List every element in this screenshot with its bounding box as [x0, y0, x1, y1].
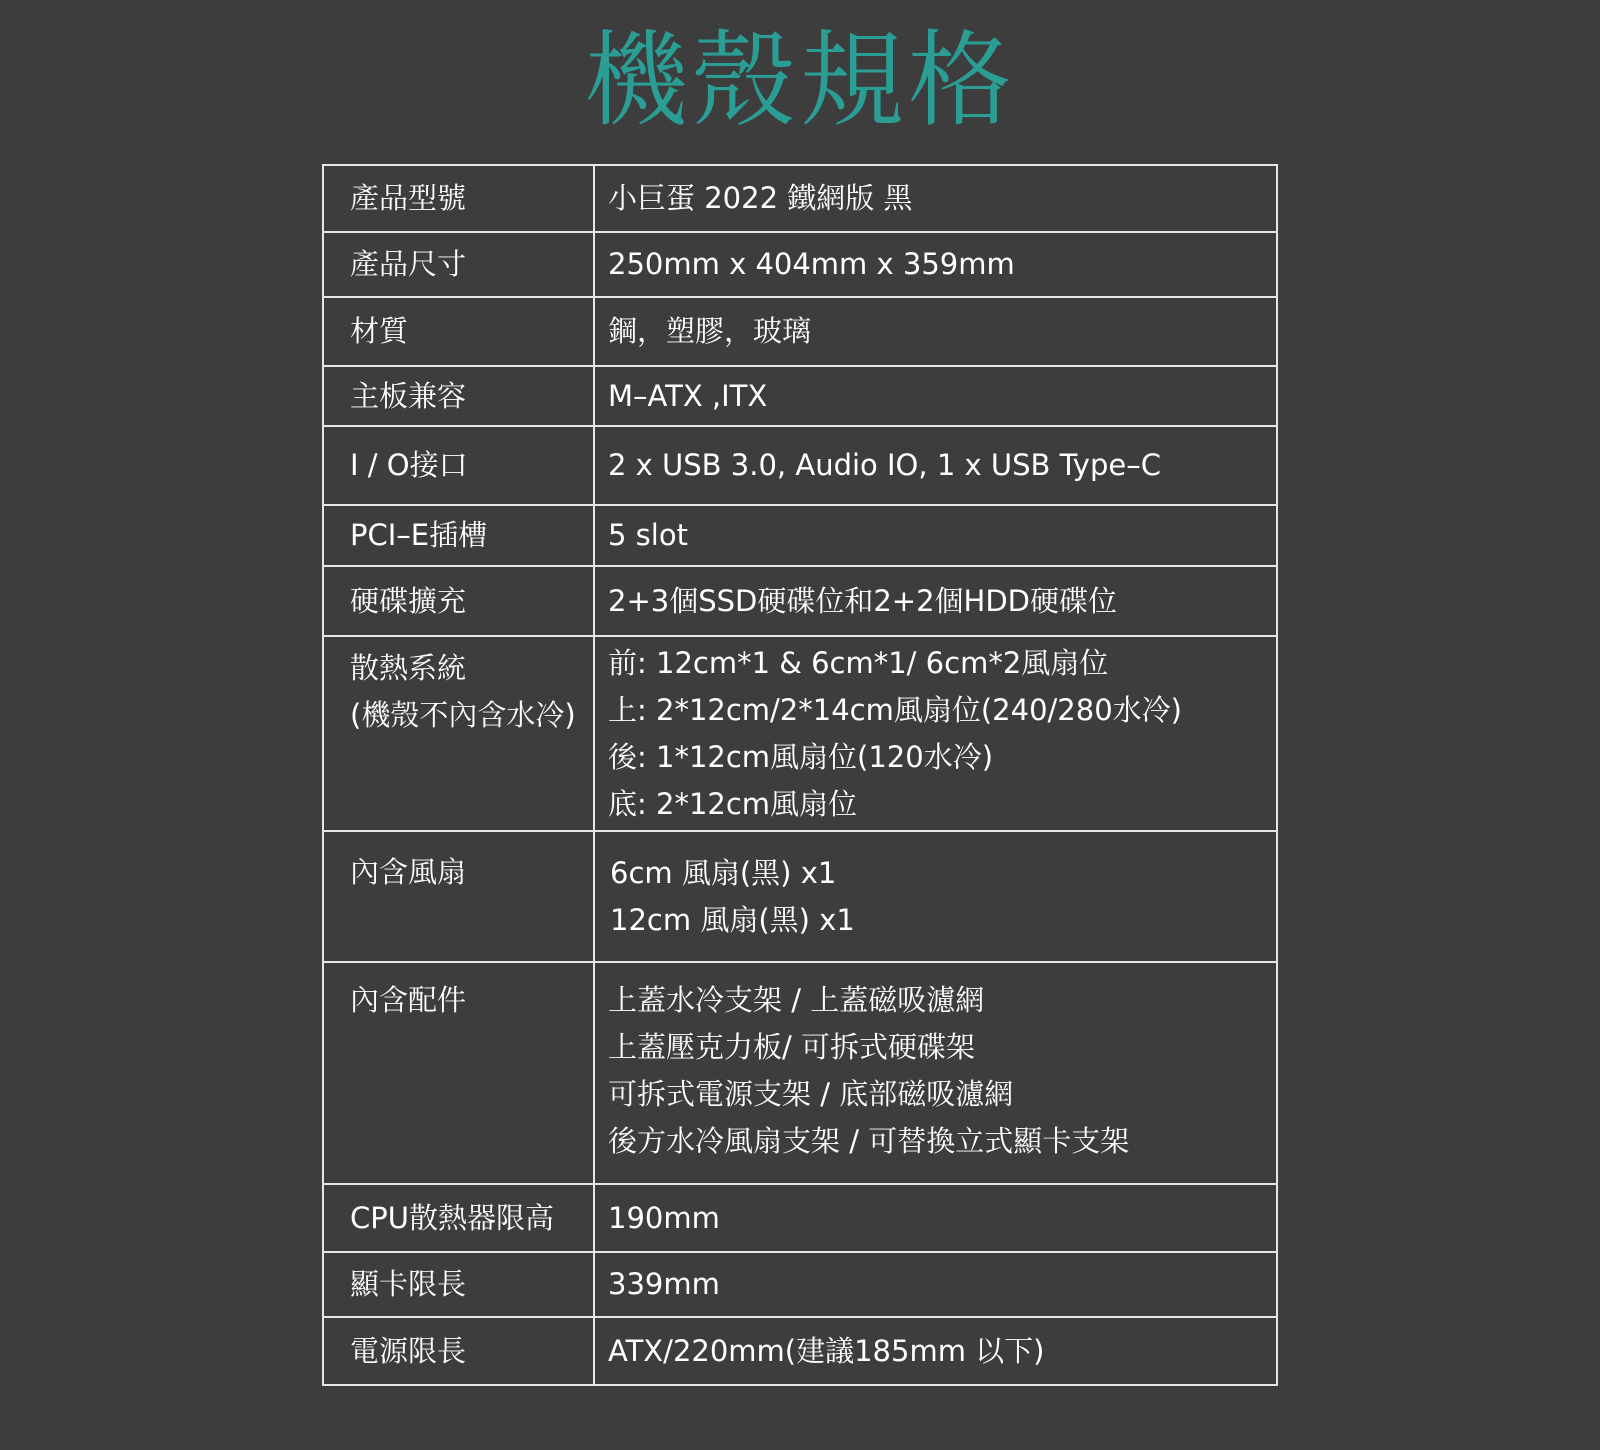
spec-label: 內含風扇 [323, 831, 594, 962]
spec-value-line: 後方水冷風扇支架 / 可替換立式顯卡支架 [608, 1124, 1130, 1158]
spec-label: 顯卡限長 [323, 1252, 594, 1317]
spec-label: 產品型號 [323, 165, 594, 232]
table-row [323, 831, 1277, 962]
page-title: 機殼規格 [583, 19, 1016, 141]
table-row [323, 566, 1277, 636]
spec-label: PCI–E插槽 [323, 505, 594, 566]
spec-label: 產品尺寸 [323, 232, 594, 297]
spec-value-line: 底: 2*12cm風扇位 [608, 786, 858, 821]
spec-value-cell [594, 962, 1277, 1184]
spec-value: M–ATX ,ITX [594, 366, 1277, 426]
spec-value-line: 12cm 風扇(黑) x1 [610, 902, 855, 937]
spec-value-line: 可拆式電源支架 / 底部磁吸濾網 [608, 1077, 1014, 1111]
spec-label: 散熱系統 [350, 651, 467, 685]
spec-table [322, 164, 1278, 1386]
spec-value-line: 上: 2*12cm/2*14cm風扇位(240/280水冷) [608, 692, 1182, 727]
spec-value: 5 slot [594, 505, 1277, 566]
table-row [323, 426, 1277, 505]
spec-value-line: 後: 1*12cm風扇位(120水冷) [608, 739, 994, 774]
spec-label: 電源限長 [323, 1317, 594, 1385]
spec-value-line: 前: 12cm*1 & 6cm*1/ 6cm*2風扇位 [608, 645, 1109, 680]
table-row [323, 636, 1277, 831]
table-row [323, 1317, 1277, 1385]
spec-value: 250mm x 404mm x 359mm [594, 232, 1277, 297]
table-row [323, 1252, 1277, 1317]
table-row [323, 505, 1277, 566]
spec-label-cell [323, 636, 594, 831]
spec-label: CPU散熱器限高 [323, 1184, 594, 1252]
spec-value: ATX/220mm(建議185mm 以下) [594, 1317, 1277, 1385]
spec-value: 鋼，塑膠，玻璃 [594, 297, 1277, 366]
table-row [323, 297, 1277, 366]
spec-value: 190mm [594, 1184, 1277, 1252]
table-row [323, 232, 1277, 297]
spec-value-cell [594, 831, 1277, 962]
table-row [323, 962, 1277, 1184]
spec-value: 2+3個SSD硬碟位和2+2個HDD硬碟位 [594, 566, 1277, 636]
spec-label-note: (機殼不內含水冷) [350, 698, 576, 732]
spec-label: 主板兼容 [323, 366, 594, 426]
spec-value: 小巨蛋 2022 鐵網版 黑 [594, 165, 1277, 232]
table-row [323, 165, 1277, 232]
spec-value: 339mm [594, 1252, 1277, 1317]
table-row [323, 366, 1277, 426]
spec-value-line: 上蓋壓克力板/ 可拆式硬碟架 [608, 1030, 975, 1064]
spec-label: I / O接口 [323, 426, 594, 505]
spec-label: 硬碟擴充 [323, 566, 594, 636]
spec-value-line: 6cm 風扇(黑) x1 [610, 855, 837, 890]
table-row [323, 1184, 1277, 1252]
spec-value-cell [594, 636, 1277, 831]
spec-value: 2 x USB 3.0, Audio IO, 1 x USB Type–C [594, 426, 1277, 505]
spec-value-line: 上蓋水冷支架 / 上蓋磁吸濾網 [608, 983, 985, 1017]
spec-label: 材質 [323, 297, 594, 366]
spec-label: 內含配件 [323, 962, 594, 1184]
